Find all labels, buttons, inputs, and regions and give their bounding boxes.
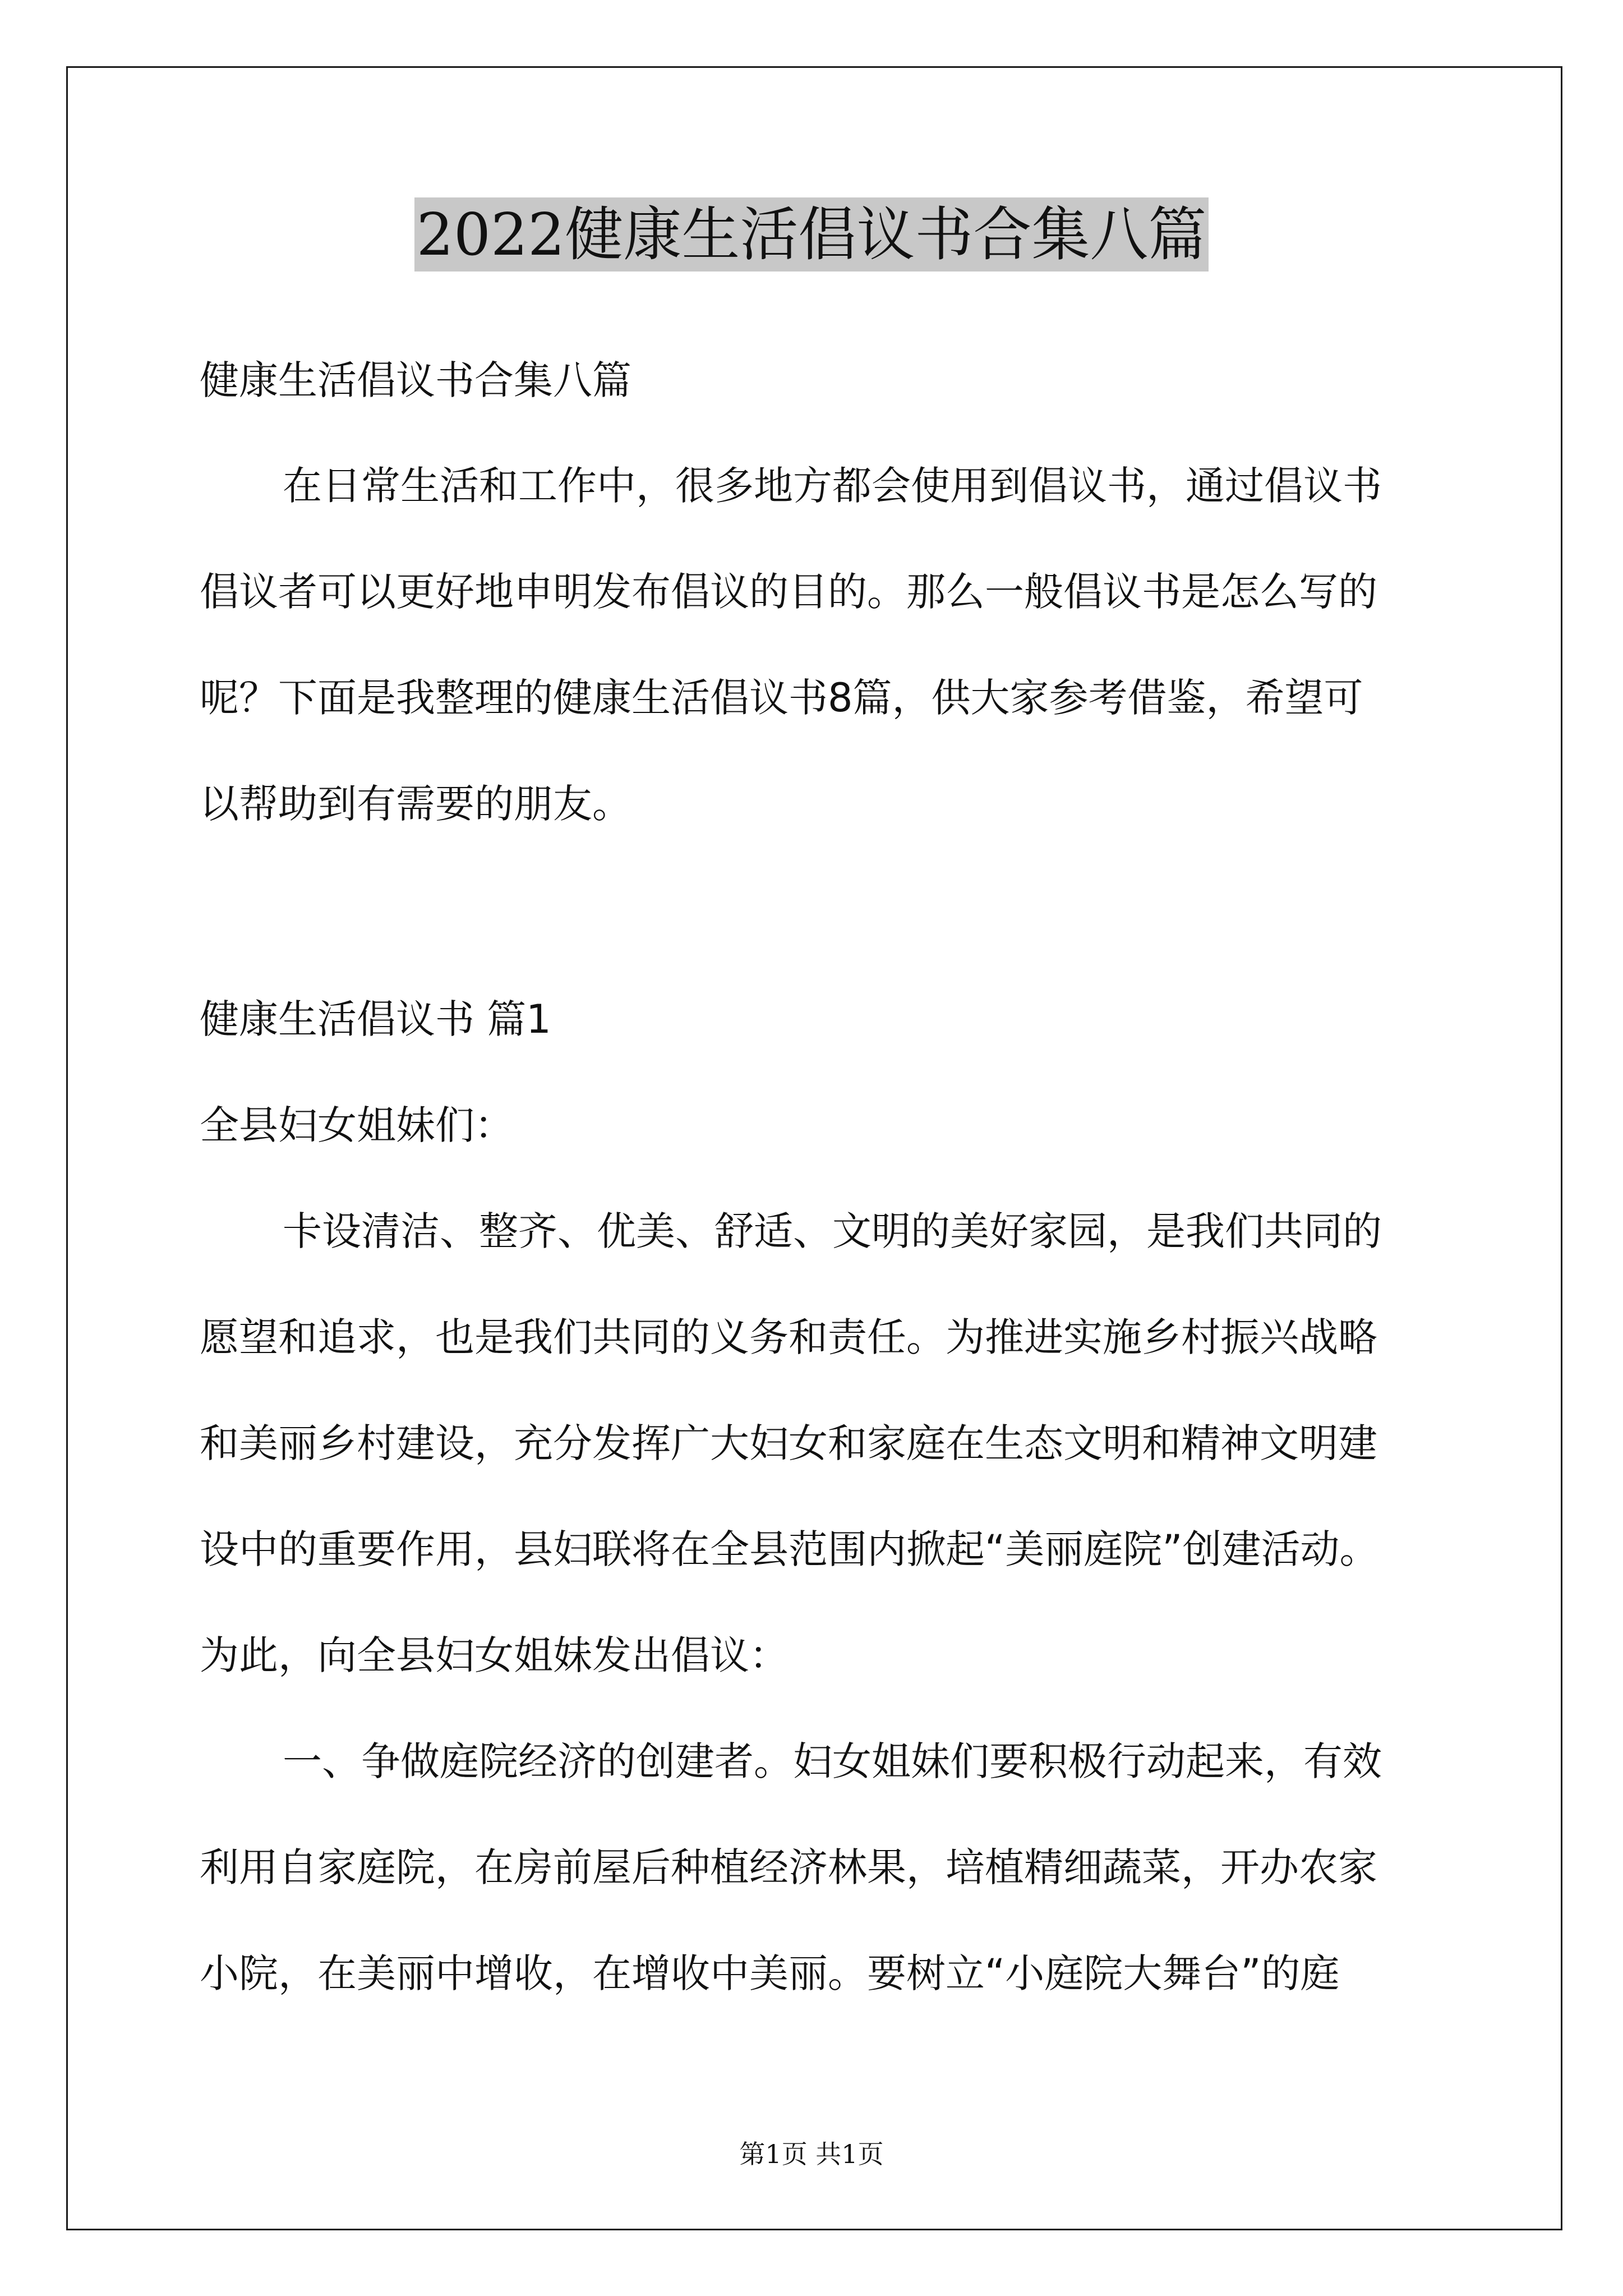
intro-line: 倡议者可以更好地申明发布倡议的目的。那么一般倡议书是怎么写的: [200, 569, 1377, 615]
document-subtitle: 健康生活倡议书合集八篇: [200, 357, 631, 403]
paragraph-line: 为此，向全县妇女姐妹发出倡议：: [200, 1632, 789, 1678]
paragraph-line: 一、争做庭院经济的创建者。妇女姐妹们要积极行动起来，有效: [283, 1738, 1382, 1784]
paragraph-line: 愿望和追求，也是我们共同的义务和责任。为推进实施乡村振兴战略: [200, 1314, 1377, 1360]
section-heading: 健康生活倡议书 篇1: [200, 996, 551, 1042]
page-footer: 第1页 共1页: [739, 2139, 884, 2169]
intro-line: 呢？下面是我整理的健康生活倡议书8篇，供大家参考借鉴，希望可: [200, 675, 1363, 721]
paragraph-line: 卡设清洁、整齐、优美、舒适、文明的美好家园，是我们共同的: [283, 1208, 1382, 1254]
document-title: 2022健康生活倡议书合集八篇: [414, 197, 1209, 272]
title-container: [0, 197, 1623, 272]
paragraph-line: 和美丽乡村建设，充分发挥广大妇女和家庭在生态文明和精神文明建: [200, 1420, 1377, 1466]
paragraph-line: 设中的重要作用，县妇联将在全县范围内掀起“美丽庭院”创建活动。: [200, 1526, 1379, 1572]
intro-line: 在日常生活和工作中，很多地方都会使用到倡议书，通过倡议书: [283, 463, 1382, 509]
salutation: 全县妇女姐妹们：: [200, 1102, 514, 1148]
paragraph-line: 利用自家庭院，在房前屋后种植经济林果，培植精细蔬菜，开办农家: [200, 1844, 1377, 1890]
paragraph-line: 小院，在美丽中增收，在增收中美丽。要树立“小庭院大舞台”的庭: [200, 1950, 1340, 1996]
intro-line: 以帮助到有需要的朋友。: [200, 781, 631, 827]
